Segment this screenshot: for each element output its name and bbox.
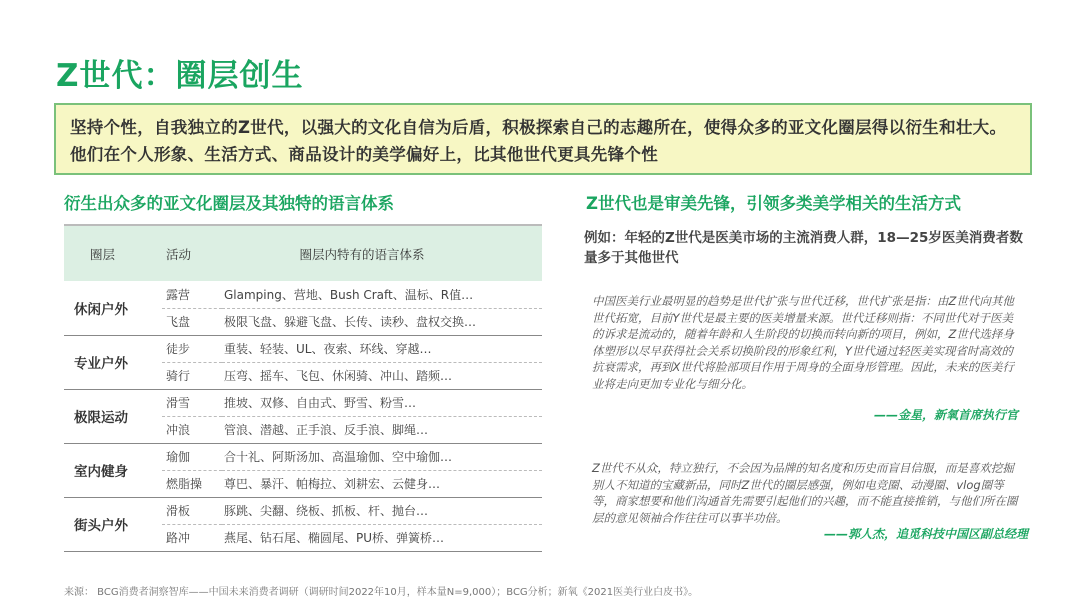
group-name: 街头户外	[64, 497, 162, 551]
table-row	[64, 335, 542, 362]
activity-cell: 燃脂操	[162, 470, 222, 497]
table-row	[64, 281, 542, 308]
terms-cell: 管浪、潜越、正手浪、反手浪、脚绳…	[222, 416, 542, 443]
terms-cell: 重装、轻装、UL、夜索、环线、穿越…	[222, 335, 542, 362]
summary-box: 坚持个性，自我独立的Z世代，以强大的文化自信为后盾，积极探索自己的志趣所在，使得众多的亚文化圈层得以衍生和壮大。他们在个人形象、生活方式、商品设计的美学偏好上，比其他世代更具先锋个性	[54, 103, 1032, 175]
activity-cell: 飞盘	[162, 308, 222, 335]
activity-cell: 露营	[162, 281, 222, 308]
header-layer: 圈层	[90, 246, 116, 262]
group-name: 室内健身	[64, 443, 162, 497]
activity-cell: 滑雪	[162, 389, 222, 416]
table-row	[64, 389, 542, 416]
page-title: Z世代：圈层创生	[56, 58, 304, 94]
right-section-title: Z世代也是审美先锋，引领多类美学相关的生活方式	[586, 194, 961, 213]
activity-cell: 滑板	[162, 497, 222, 524]
header-language: 圈层内特有的语言体系	[299, 246, 425, 262]
quote-ceo-signature: ——金星，新氧首席执行官	[873, 408, 1018, 422]
activity-cell: 徒步	[162, 335, 222, 362]
activity-cell: 瑜伽	[162, 443, 222, 470]
subculture-table	[64, 224, 542, 552]
group-name: 休闲户外	[64, 281, 162, 335]
quote-ceo: 中国医美行业最明显的趋势是世代扩张与世代迁移，世代扩张是指：由Z世代向其他世代拓宽，目前Y世代是最主要的医美增量来源。世代迁移则指：不同世代对于医美的诉求是流动的，随着年龄和人生阶段的切换而转向新的项目，例如，Z世代选择身体塑形以尽早获得社会关系切换阶段的形象红利，Y世代通过轻医美实现省时高效的抗衰需求，再到X世代将脸部项目作用于周身的全面身形管理。因此，未来的医美行业将走向更加专业化与细分化。	[592, 294, 1014, 391]
terms-cell: 推坡、双修、自由式、野雪、粉雪…	[222, 389, 542, 416]
terms-cell: 极限飞盘、躲避飞盘、长传、读秒、盘权交换…	[222, 308, 542, 335]
terms-cell: 尊巴、暴汗、帕梅拉、刘耕宏、云健身…	[222, 470, 542, 497]
activity-cell: 路冲	[162, 524, 222, 551]
header-activity: 活动	[166, 246, 192, 262]
terms-cell: 压弯、摇车、飞包、休闲骑、冲山、踏频…	[222, 362, 542, 389]
quote-gm-signature: ——郭人杰，追觅科技中国区副总经理	[823, 527, 1028, 541]
quote-gm: Z世代不从众，特立独行，不会因为品牌的知名度和历史而盲目信服，而是喜欢挖掘别人不知道的宝藏新品，同时Z世代的圈层感强，例如电竞圈、动漫圈、vlog圈等等，商家想要和他们沟通首先需要引起他们的兴趣，而不能直接推销，与他们所在圈层的意见领袖合作往往可以事半功倍。	[592, 461, 1018, 525]
terms-cell: 燕尾、钻石尾、椭圆尾、PU桥、弹簧桥…	[222, 524, 542, 551]
terms-cell: 合十礼、阿斯汤加、高温瑜伽、空中瑜伽…	[222, 443, 542, 470]
table-header-row	[64, 226, 542, 281]
group-name: 专业户外	[64, 335, 162, 389]
table-row	[64, 443, 542, 470]
terms-cell: 豚跳、尖翻、绕板、抓板、杆、抛台…	[222, 497, 542, 524]
terms-cell: Glamping、营地、Bush Craft、温标、R值…	[222, 281, 542, 308]
group-name: 极限运动	[64, 389, 162, 443]
activity-cell: 冲浪	[162, 416, 222, 443]
example-text: 例如：年轻的Z世代是医美市场的主流消费人群，18—25岁医美消费者数量多于其他世代	[584, 230, 1023, 266]
left-section-title: 衍生出众多的亚文化圈层及其独特的语言体系	[64, 194, 394, 213]
activity-cell: 骑行	[162, 362, 222, 389]
source-footnote: 来源： BCG消费者洞察智库——中国未来消费者调研（调研时间2022年10月，样本量N=9,000）；BCG分析；新氧《2021医美行业白皮书》。	[64, 587, 699, 598]
table-row	[64, 497, 542, 524]
